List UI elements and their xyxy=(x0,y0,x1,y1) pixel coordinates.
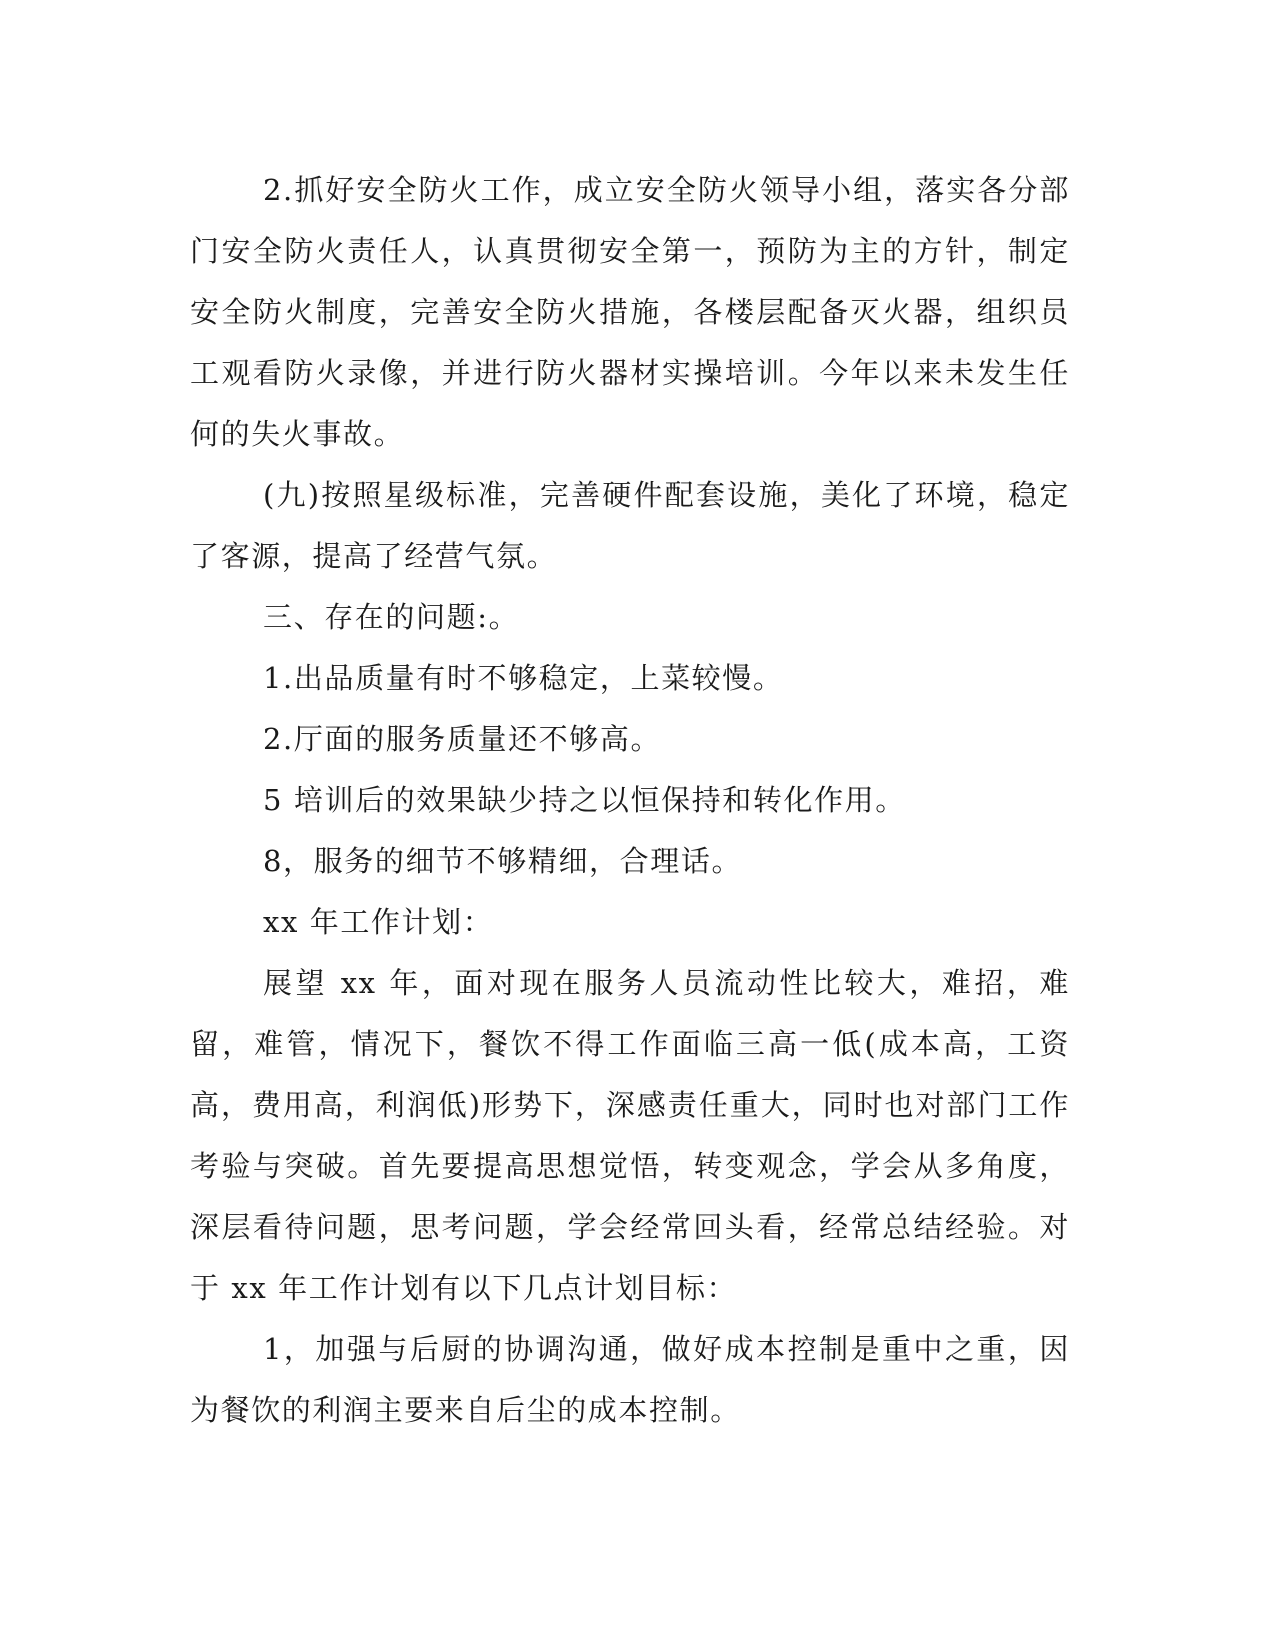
section-heading-work-plan: xx 年工作计划： xyxy=(263,905,494,939)
section-heading-problems: 三、存在的问题:。 xyxy=(263,600,520,634)
problem-item-1: 1.出品质量有时不够稳定，上菜较慢。 xyxy=(263,661,784,695)
paragraph-fire-safety: 2.抓好安全防火工作，成立安全防火领导小组，落实各分部门安全防火责任人，认真贯彻安全第一，预防为主的方针，制定安全防火制度，完善安全防火措施，各楼层配备灭火器，组织员工观看防火录像，并进行防火器材实操培训。今年以来未发生任何的失火事故。 xyxy=(190,173,1070,451)
paragraph-outlook: 展望 xx 年，面对现在服务人员流动性比较大，难招，难留，难管，情况下，餐饮不得工作面临三高一低(成本高，工资高，费用高，利润低)形势下，深感责任重大，同时也对部门工作考验与突破。首先要提高思想觉悟，转变观念，学会从多角度，深层看待问题，思考问题，学会经常回头看，经常总结经验。对于 xx 年工作计划有以下几点计划目标： xyxy=(190,966,1070,1305)
problem-item-8: 8，服务的细节不够精细，合理话。 xyxy=(263,844,743,878)
problem-item-2: 2.厅面的服务质量还不够高。 xyxy=(263,722,662,756)
document-body xyxy=(190,160,1070,1441)
plan-item-1: 1，加强与后厨的协调沟通，做好成本控制是重中之重，因为餐饮的利润主要来自后尘的成本控制。 xyxy=(190,1332,1070,1427)
paragraph-star-standard: (九)按照星级标准，完善硬件配套设施，美化了环境，稳定了客源，提高了经营气氛。 xyxy=(190,478,1070,573)
problem-item-5: 5 培训后的效果缺少持之以恒保持和转化作用。 xyxy=(263,783,906,817)
